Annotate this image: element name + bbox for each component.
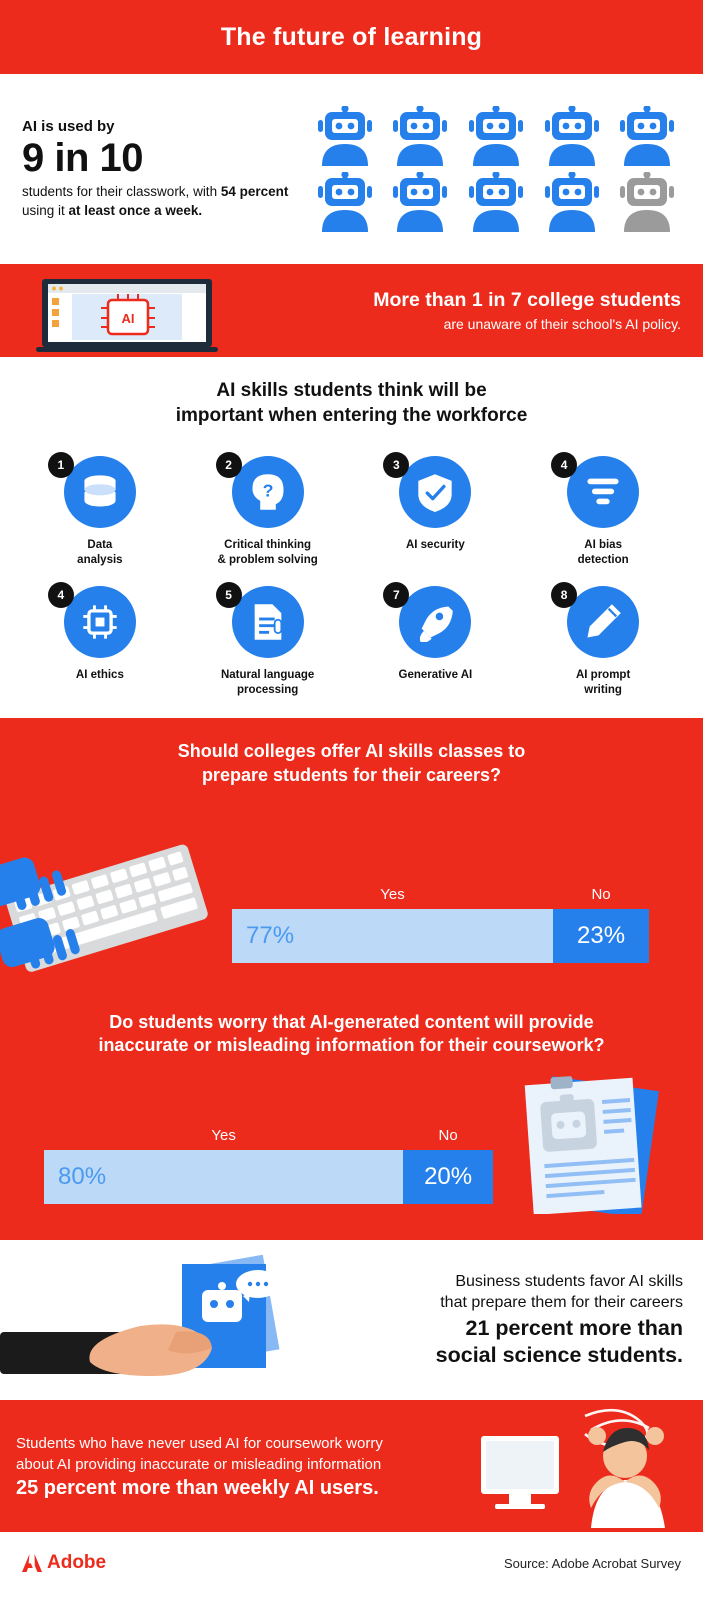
robot-icon — [618, 106, 676, 166]
skill-item-1[interactable] — [16, 450, 184, 568]
skill-label: AI bias detection — [577, 539, 629, 567]
skill-number-badge: 2 — [216, 452, 242, 478]
skill-number-badge: 4 — [48, 582, 74, 608]
poll1-question-line2: prepare students for their careers? — [201, 764, 502, 785]
section-usage-stat — [0, 74, 703, 264]
robot-icon — [543, 106, 601, 166]
laptop-illustration — [0, 264, 260, 357]
section-business-students — [0, 1240, 703, 1400]
policy-subline: are unaware of their school's AI policy. — [443, 315, 681, 332]
never-copy — [0, 1433, 500, 1500]
usage-stat-text — [22, 118, 297, 219]
adobe-logo — [22, 1552, 106, 1574]
source-text: Source: Adobe Acrobat Survey — [503, 1555, 681, 1571]
skill-icon-circle — [225, 586, 304, 658]
robot-icon-grid — [297, 106, 681, 232]
database-icon — [80, 472, 120, 512]
poll2-chart — [0, 1127, 503, 1214]
robot-icon — [618, 172, 676, 232]
usage-stat-line1: AI is used by — [22, 118, 115, 136]
poll2-no-segment: 20% — [403, 1150, 493, 1204]
skills-grid — [16, 450, 687, 698]
skill-icon-circle — [560, 456, 639, 528]
never-line1: Students who have never used AI for coursework worry — [16, 1434, 383, 1452]
skill-number-badge: 1 — [48, 452, 74, 478]
skill-icon-circle — [57, 456, 136, 528]
skill-number-badge: 8 — [551, 582, 577, 608]
skill-icon-circle — [393, 456, 471, 528]
hand-holding-card-illustration — [0, 1240, 330, 1400]
never-line3: 25 percent more than weekly AI users. — [16, 1476, 379, 1499]
robot-icon — [467, 106, 525, 166]
poll2-bar — [44, 1150, 493, 1204]
robot-icon — [316, 172, 374, 232]
section-polls — [0, 718, 703, 1240]
skill-label: Generative AI — [398, 669, 473, 682]
svg-text:?: ? — [262, 480, 274, 501]
business-line1: Business students favor AI skills — [455, 1273, 683, 1291]
poll2-question-line1: Do students worry that AI-generated content will provide — [109, 1011, 594, 1032]
skill-number-badge: 7 — [383, 582, 409, 608]
skill-label: Critical thinking & problem solving — [217, 539, 318, 567]
pencil-icon — [583, 602, 623, 642]
poll1-question-line1: Should colleges offer AI skills classes to — [177, 741, 526, 762]
skill-label: Natural language processing — [220, 669, 315, 697]
ai-chip-label: AI — [121, 311, 135, 326]
robot-hands-keyboard-illustration — [0, 806, 232, 981]
business-copy — [330, 1271, 703, 1369]
skills-title — [16, 379, 687, 428]
poll1-row — [0, 806, 703, 981]
poll1-bar-labels — [232, 886, 649, 903]
skill-label: AI prompt writing — [575, 669, 631, 697]
skill-item-5[interactable] — [16, 580, 184, 698]
frustrated-student-illustration — [473, 1400, 703, 1532]
poll1-yes-segment: 77% — [232, 909, 553, 963]
skill-label: AI security — [405, 539, 465, 552]
poll1-chart — [232, 886, 703, 981]
robot-icon — [316, 106, 374, 166]
section-ai-policy — [0, 264, 703, 357]
funnel-icon — [583, 472, 623, 512]
shield-icon — [415, 472, 455, 512]
poll1-bar — [232, 909, 649, 963]
robot-icon — [391, 106, 449, 166]
usage-detail-c: using it — [22, 202, 69, 218]
adobe-wordmark: Adobe — [47, 1552, 107, 1574]
skills-title-line2: important when entering the workforce — [175, 404, 528, 426]
skill-number-badge: 3 — [383, 452, 409, 478]
policy-headline: More than 1 in 7 college students — [373, 289, 681, 312]
skills-title-line1: AI skills students think will be — [216, 380, 487, 401]
poll2-question — [0, 1011, 703, 1059]
robot-icon — [543, 172, 601, 232]
business-line2: that prepare them for their careers — [440, 1294, 683, 1312]
poll2-yes-segment: 80% — [44, 1150, 403, 1204]
usage-stat-headline: 9 in 10 — [22, 136, 144, 181]
skill-item-3[interactable] — [352, 450, 520, 568]
skill-label: AI ethics — [75, 669, 124, 682]
skill-number-badge: 5 — [216, 582, 242, 608]
skill-number-badge: 4 — [551, 452, 577, 478]
poll2-row — [0, 1064, 703, 1214]
policy-copy — [260, 289, 703, 331]
section-ai-skills — [0, 357, 703, 718]
poll1-yes-label: Yes — [380, 885, 405, 903]
skill-item-7[interactable] — [352, 580, 520, 698]
poll1-question — [0, 740, 703, 788]
usage-stat-detail — [22, 183, 297, 219]
skill-label: Data analysis — [77, 539, 123, 567]
document-mic-icon — [248, 602, 288, 642]
poll2-bar-labels — [44, 1127, 493, 1144]
never-line2: about AI providing inaccurate or misleading information — [16, 1455, 382, 1473]
robot-icon — [467, 172, 525, 232]
poll2-no-label: No — [438, 1127, 458, 1145]
poll1-no-segment: 23% — [553, 909, 649, 963]
poll2-question-line2: inaccurate or misleading information for their coursework? — [98, 1035, 605, 1056]
usage-detail-d: at least once a week. — [68, 202, 203, 218]
usage-detail-a: students for their classwork, with — [22, 184, 221, 200]
page-title: The future of learning — [220, 22, 483, 51]
skill-icon-circle — [393, 586, 471, 658]
section-never-used-ai — [0, 1400, 703, 1532]
header-banner — [0, 0, 703, 74]
poll2-yes-label: Yes — [211, 1127, 236, 1145]
rocket-icon — [415, 602, 455, 642]
skill-item-6[interactable] — [184, 580, 352, 698]
skill-item-8[interactable] — [519, 580, 687, 698]
skill-icon-circle — [57, 586, 136, 658]
footer — [0, 1532, 703, 1594]
documents-robot-illustration — [503, 1064, 703, 1214]
skill-item-4[interactable] — [519, 450, 687, 568]
head-question-icon — [248, 472, 288, 512]
adobe-mark-icon — [22, 1554, 42, 1572]
skill-icon-circle — [560, 586, 639, 658]
business-line3: 21 percent more than — [465, 1315, 683, 1340]
usage-detail-b: 54 percent — [220, 184, 289, 200]
robot-icon — [391, 172, 449, 232]
business-line4: social science students. — [435, 1343, 683, 1368]
chip-icon — [80, 602, 120, 642]
poll1-no-label: No — [591, 885, 611, 903]
skill-icon-circle — [225, 456, 304, 528]
skill-item-2[interactable] — [184, 450, 352, 568]
